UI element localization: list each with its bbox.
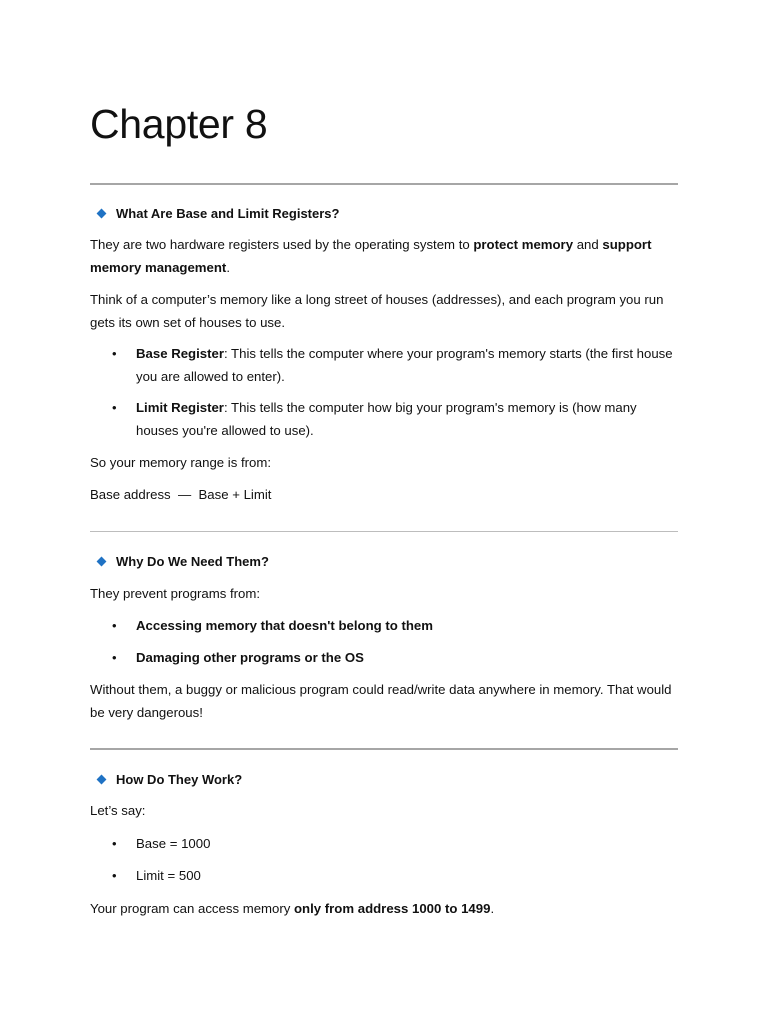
- diamond-bullet-icon: [97, 774, 107, 784]
- list-item: [112, 865, 678, 888]
- bullet-dot-icon: •: [112, 618, 117, 633]
- list-item-term: Base Register: [136, 346, 224, 361]
- bullet-dot-icon: •: [112, 400, 117, 415]
- analogy-paragraph: Think of a computer’s memory like a long street of houses (addresses), and each program you run gets its own set of houses to use.: [90, 292, 664, 330]
- section-heading-why: [90, 550, 269, 572]
- section-heading-base-limit: [90, 202, 339, 224]
- section-divider: [90, 531, 678, 532]
- list-item: [112, 615, 678, 638]
- how-intro: Let’s say:: [90, 803, 146, 818]
- range-formula: Base address — Base + Limit: [90, 487, 272, 502]
- list-item-term: Limit Register: [136, 400, 224, 415]
- list-item: [112, 833, 678, 856]
- bullet-dot-icon: •: [112, 836, 117, 851]
- bullet-dot-icon: •: [112, 868, 117, 883]
- intro-text: and: [573, 237, 603, 252]
- list-item-text: Damaging other programs or the OS: [136, 650, 364, 665]
- section-heading-text: What Are Base and Limit Registers?: [116, 205, 340, 221]
- list-item-text: : This tells the computer how big your program's memory is (how many houses you're allowed to use).: [136, 400, 637, 438]
- intro-emphasis: protect memory: [473, 237, 574, 252]
- list-item-text: : This tells the computer where your program's memory starts (the first house you are allowed to enter).: [136, 346, 673, 384]
- range-intro: So your memory range is from:: [90, 455, 272, 470]
- bullet-dot-icon: •: [112, 650, 117, 665]
- section-divider: [90, 748, 678, 750]
- why-conclusion: Without them, a buggy or malicious program could read/write data anywhere in memory. That would be very dangerous!: [90, 682, 672, 720]
- section-heading-text: How Do They Work?: [116, 771, 243, 787]
- list-item-text: Base = 1000: [136, 836, 211, 851]
- result-text: Your program can access memory: [90, 901, 294, 916]
- list-item-text: Limit = 500: [136, 868, 201, 883]
- diamond-bullet-icon: [97, 556, 107, 566]
- list-item: [112, 397, 678, 442]
- section-divider: [90, 183, 678, 185]
- result-paragraph: [90, 898, 678, 921]
- section-heading-text: Why Do We Need Them?: [116, 553, 269, 569]
- chapter-title: Chapter 8: [90, 101, 268, 147]
- list-item-text: Accessing memory that doesn't belong to them: [136, 618, 433, 633]
- section-heading-how: [90, 768, 242, 790]
- bullet-dot-icon: •: [112, 346, 117, 361]
- intro-paragraph: [90, 234, 678, 279]
- list-item: [112, 343, 678, 388]
- intro-text: .: [226, 259, 230, 275]
- list-item: [112, 647, 678, 670]
- intro-emphasis: support memory management: [90, 237, 652, 275]
- result-text: .: [490, 901, 495, 916]
- intro-text: They are two hardware registers used by the operating system to: [90, 237, 474, 252]
- why-intro: They prevent programs from:: [90, 586, 261, 601]
- result-emphasis: only from address 1000 to 1499: [294, 901, 491, 916]
- diamond-bullet-icon: [97, 208, 107, 218]
